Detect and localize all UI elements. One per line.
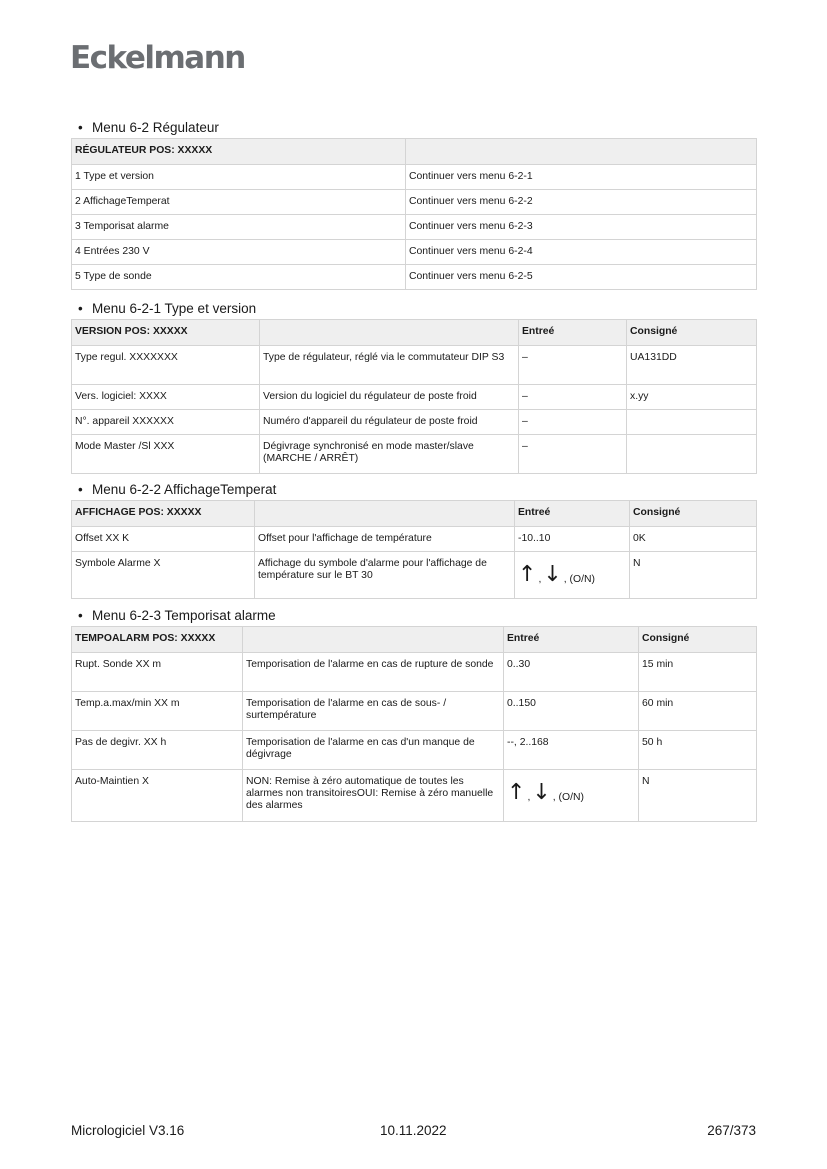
header-cell: Entreé — [519, 320, 627, 346]
table-cell: Continuer vers menu 6-2-2 — [406, 190, 757, 215]
arrow-tail-label: , (O/N) — [563, 574, 595, 585]
table-cell: N — [639, 770, 757, 822]
header-cell — [255, 501, 515, 527]
table-cell: Numéro d'appareil du régulateur de poste froid — [260, 410, 519, 435]
table-cell: Dégivrage synchronisé en mode master/slave (MARCHE / ARRÊT) — [260, 435, 519, 474]
table-cell: Continuer vers menu 6-2-5 — [406, 265, 757, 290]
table-row — [72, 346, 757, 385]
arrow-value-group — [518, 560, 595, 586]
header-cell: Consigné — [639, 627, 757, 653]
table-cell: 0K — [630, 527, 757, 552]
bullet-dot: • — [78, 482, 83, 497]
table-cell: Version du logiciel du régulateur de poste froid — [260, 385, 519, 410]
table-cell: 15 min — [639, 653, 757, 692]
menu-table — [71, 626, 757, 822]
eckelmann-logo: Eckelmann — [70, 40, 245, 76]
table-cell: 5 Type de sonde — [72, 265, 406, 290]
table-cell: 60 min — [639, 692, 757, 731]
table-cell: UA131DD — [627, 346, 757, 385]
table-cell: 4 Entrées 230 V — [72, 240, 406, 265]
header-cell: Entreé — [515, 501, 630, 527]
table-row — [72, 552, 757, 599]
table-header-row — [72, 139, 757, 165]
table-cell — [515, 552, 630, 599]
table-cell: – — [519, 410, 627, 435]
table-cell: Auto-Maintien X — [72, 770, 243, 822]
menu-table — [71, 138, 757, 290]
table-cell: Continuer vers menu 6-2-4 — [406, 240, 757, 265]
section-title: • Menu 6-2 Régulateur — [71, 118, 756, 138]
footer-page-number: 267/373 — [707, 1123, 756, 1138]
table-cell: Pas de degivr. XX h — [72, 731, 243, 770]
table-row — [72, 215, 757, 240]
bullet-dot: • — [78, 608, 83, 623]
table-cell: Rupt. Sonde XX m — [72, 653, 243, 692]
table-row — [72, 527, 757, 552]
table-cell: 2 AffichageTemperat — [72, 190, 406, 215]
table-cell: Continuer vers menu 6-2-1 — [406, 165, 757, 190]
arrow-tail-label: , (O/N) — [552, 792, 584, 803]
footer-date: 10.11.2022 — [380, 1123, 447, 1138]
table-header-row — [72, 627, 757, 653]
table-row — [72, 435, 757, 474]
table-cell: Vers. logiciel: XXXX — [72, 385, 260, 410]
section-menu-6-2-1 — [71, 299, 756, 474]
table-cell: Offset XX K — [72, 527, 255, 552]
header-cell: Entreé — [504, 627, 639, 653]
header-cell: VERSION POS: XXXXX — [72, 320, 260, 346]
table-row — [72, 692, 757, 731]
section-title: • Menu 6-2-1 Type et version — [71, 299, 756, 319]
table-header-row — [72, 501, 757, 527]
table-cell: Affichage du symbole d'alarme pour l'affichage de température sur le BT 30 — [255, 552, 515, 599]
table-cell: 1 Type et version — [72, 165, 406, 190]
header-cell: AFFICHAGE POS: XXXXX — [72, 501, 255, 527]
arrow-up-icon: ↑ — [518, 562, 537, 587]
table-row — [72, 385, 757, 410]
table-cell: Mode Master /Sl XXX — [72, 435, 260, 474]
bullet-dot: • — [78, 120, 83, 135]
table-cell: Temporisation de l'alarme en cas d'un manque de dégivrage — [243, 731, 504, 770]
table-cell: --, 2..168 — [504, 731, 639, 770]
table-cell: – — [519, 346, 627, 385]
table-cell: Type de régulateur, réglé via le commutateur DIP S3 — [260, 346, 519, 385]
table-cell: – — [519, 385, 627, 410]
header-cell — [260, 320, 519, 346]
section-menu-6-2-2 — [71, 480, 756, 599]
section-title: • Menu 6-2-3 Temporisat alarme — [71, 606, 756, 626]
arrow-down-icon: ↓ — [532, 780, 551, 805]
table-row — [72, 770, 757, 822]
arrow-down-icon: ↓ — [543, 562, 562, 587]
section-menu-6-2-3 — [71, 606, 756, 822]
header-cell: TEMPOALARM POS: XXXXX — [72, 627, 243, 653]
table-cell: 3 Temporisat alarme — [72, 215, 406, 240]
table-cell: Temp.a.max/min XX m — [72, 692, 243, 731]
table-cell: -10..10 — [515, 527, 630, 552]
table-cell — [627, 435, 757, 474]
arrow-up-icon: ↑ — [507, 780, 526, 805]
table-cell: 0..30 — [504, 653, 639, 692]
section-menu-6-2 — [71, 118, 756, 290]
table-cell — [627, 410, 757, 435]
table-cell: 50 h — [639, 731, 757, 770]
table-row — [72, 731, 757, 770]
table-cell: NON: Remise à zéro automatique de toutes les alarmes non transitoiresOUI: Remise à zéro manuelle des alarmes — [243, 770, 504, 822]
menu-table — [71, 319, 757, 474]
table-row — [72, 410, 757, 435]
table-header-row — [72, 320, 757, 346]
table-row — [72, 165, 757, 190]
header-cell — [243, 627, 504, 653]
table-cell: Offset pour l'affichage de température — [255, 527, 515, 552]
comma-separator: , — [538, 574, 542, 585]
header-cell: RÉGULATEUR POS: XXXXX — [72, 139, 406, 165]
arrow-value-group — [507, 778, 584, 804]
table-cell: – — [519, 435, 627, 474]
header-cell: Consigné — [627, 320, 757, 346]
table-cell: 0..150 — [504, 692, 639, 731]
table-row — [72, 240, 757, 265]
table-cell: N°. appareil XXXXXX — [72, 410, 260, 435]
table-row — [72, 190, 757, 215]
table-cell: Temporisation de l'alarme en cas de rupture de sonde — [243, 653, 504, 692]
bullet-dot: • — [78, 301, 83, 316]
section-title: • Menu 6-2-2 AffichageTemperat — [71, 480, 756, 500]
footer-firmware-version: Micrologiciel V3.16 — [71, 1123, 185, 1138]
comma-separator: , — [527, 792, 531, 803]
header-cell — [406, 139, 757, 165]
table-cell: Continuer vers menu 6-2-3 — [406, 215, 757, 240]
table-cell: Temporisation de l'alarme en cas de sous- / surtempérature — [243, 692, 504, 731]
table-cell: N — [630, 552, 757, 599]
table-cell: x.yy — [627, 385, 757, 410]
header-cell: Consigné — [630, 501, 757, 527]
table-row — [72, 653, 757, 692]
table-row — [72, 265, 757, 290]
table-cell — [504, 770, 639, 822]
table-cell: Type regul. XXXXXXX — [72, 346, 260, 385]
menu-table — [71, 500, 757, 599]
table-cell: Symbole Alarme X — [72, 552, 255, 599]
